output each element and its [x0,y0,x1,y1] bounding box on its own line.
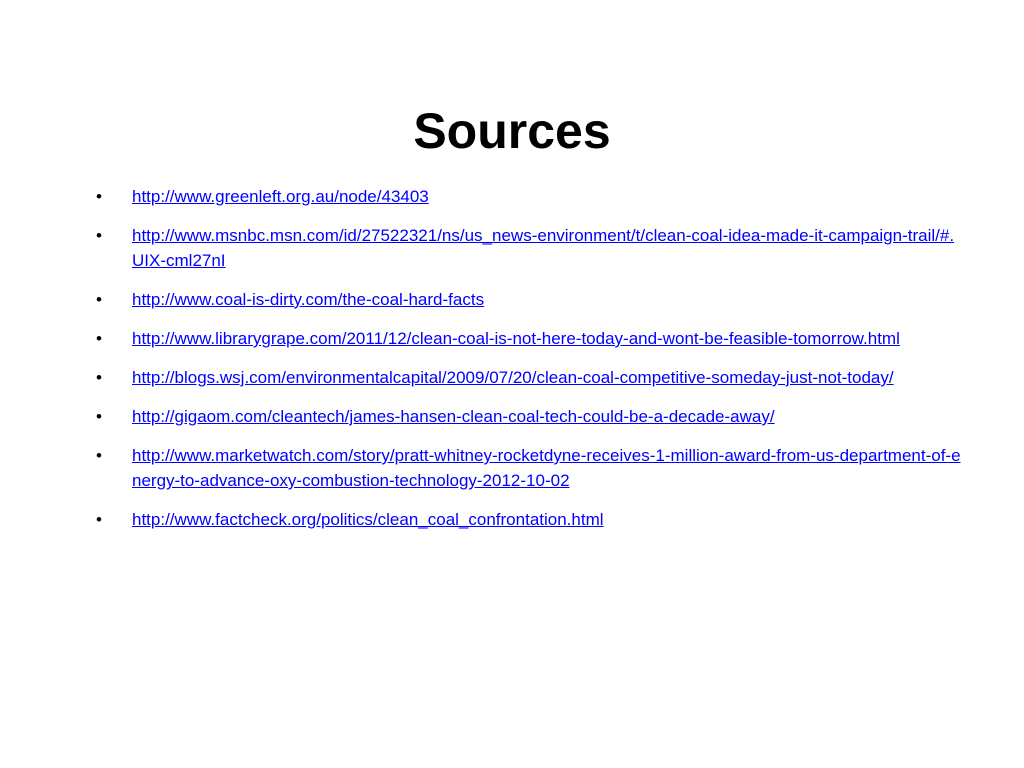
sources-list [94,184,964,546]
bullet-icon: • [96,368,102,387]
bullet-icon: • [96,329,102,348]
bullet-icon: • [96,226,102,245]
source-link[interactable]: http://www.greenleft.org.au/node/43403 [132,187,429,206]
list-item [94,287,964,312]
list-item [94,443,964,493]
bullet-icon: • [96,187,102,206]
source-link[interactable]: http://blogs.wsj.com/environmentalcapital/2009/07/20/clean-coal-competitive-someday-just-not-today/ [132,368,894,387]
list-item [94,507,964,532]
source-link[interactable]: http://www.marketwatch.com/story/pratt-whitney-rocketdyne-receives-1-million-award-from-us-department-of-energy-to-advance-oxy-combustion-technology-2012-10-02 [132,446,961,490]
bullet-icon: • [96,407,102,426]
list-item [94,404,964,429]
source-link[interactable]: http://www.factcheck.org/politics/clean_coal_confrontation.html [132,510,604,529]
list-item [94,223,964,273]
list-item [94,365,964,390]
list-item [94,184,964,209]
list-item [94,326,964,351]
bullet-icon: • [96,446,102,465]
source-link[interactable]: http://www.librarygrape.com/2011/12/clean-coal-is-not-here-today-and-wont-be-feasible-tomorrow.html [132,329,900,348]
source-link[interactable]: http://www.coal-is-dirty.com/the-coal-hard-facts [132,290,485,309]
source-link[interactable]: http://www.msnbc.msn.com/id/27522321/ns/us_news-environment/t/clean-coal-idea-made-it-campaign-trail/#.UIX-cml27nI [132,226,955,270]
slide-title: Sources [413,102,611,159]
bullet-icon: • [96,510,102,529]
bullet-icon: • [96,290,102,309]
source-link[interactable]: http://gigaom.com/cleantech/james-hansen-clean-coal-tech-could-be-a-decade-away/ [132,407,775,426]
